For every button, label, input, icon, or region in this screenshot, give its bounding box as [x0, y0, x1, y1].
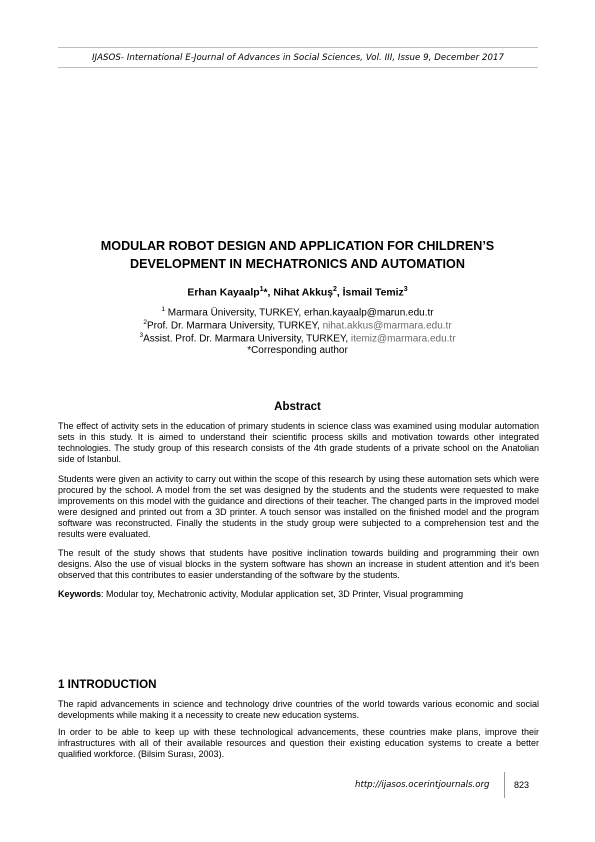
title-line: DEVELOPMENT IN MECHATRONICS AND AUTOMATION	[130, 257, 465, 271]
title-line: MODULAR ROBOT DESIGN AND APPLICATION FOR CHILDREN’S	[100, 239, 495, 253]
affil-mark: 1	[161, 306, 166, 313]
affil-text: Assist. Prof. Dr. Marmara University, TURKEY,	[143, 333, 351, 345]
page-number: 823	[514, 780, 530, 790]
author-affil-mark: 2	[332, 286, 337, 293]
keywords-label: Keywords	[58, 589, 102, 599]
journal-header: IJASOS- International E-Journal of Advances in Social Sciences, Vol. III, Issue 9, December 2017	[91, 53, 505, 63]
keywords-text: : Modular toy, Mechatronic activity, Modular application set, 3D Printer, Visual programming	[101, 589, 464, 599]
author-name: Erhan Kayaalp	[187, 287, 260, 299]
paper-title	[40, 237, 555, 273]
section-heading: 1 INTRODUCTION	[58, 678, 157, 691]
header-rule	[58, 47, 538, 48]
affil-email[interactable]: nihat.akkus@marmara.edu.tr	[322, 320, 452, 332]
keywords	[58, 589, 539, 600]
affil-text: Marmara Üniversity, TURKEY,	[165, 307, 304, 319]
affil-mark: 2	[143, 319, 147, 326]
abstract-paragraph: The effect of activity sets in the education of primary students in science class was examined using modular automation sets in this study. It is aimed to understand their scientific process skills and motivation towards other integrated technologies. The study group of this research consists of the 4th grade students of a private school on the Anatolian side of Istanbul.	[58, 421, 539, 464]
affil-mark: 3	[139, 332, 144, 339]
affil-text: Prof. Dr. Marmara University, TURKEY,	[146, 320, 323, 332]
corresponding-author-note: *Corresponding author	[247, 345, 348, 356]
abstract-paragraph: The result of the study shows that students have positive inclination towards building and programming their own designs. Also the use of visual blocks in the system software has shown an increase in student attention and it’s been observed that this contributes to easier understanding of the software by the students.	[58, 548, 539, 580]
author-list	[40, 286, 555, 298]
affil-email[interactable]: itemiz@marmara.edu.tr	[350, 333, 456, 345]
abstract-heading: Abstract	[274, 401, 321, 413]
abstract-paragraph: Students were given an activity to carry out within the scope of this research by using these automation sets which were procured by the school. A model from the set was designed by the students and the students were requested to make improvements on this model with the guidance and directions of their teacher. The changed parts in the improved model were designed and printed out from a 3D printer. A touch sensor was installed on the finished model and the program software was reconstructed. Finally the students in the study group were subjected to a comprehension test and the results were evaluated.	[58, 474, 539, 539]
affiliation	[40, 319, 555, 331]
affil-email[interactable]: erhan.kayaalp@marun.edu.tr	[303, 307, 434, 319]
author-name: Nihat Akkuş	[273, 287, 333, 299]
affiliation	[40, 306, 555, 318]
intro-paragraph: In order to be able to keep up with these technological advancements, these countries make plans, improve their infrastructures with all of their available resources and question their existing education systems to create a better qualified workforce. (Bilsim Surası, 2003).	[58, 727, 539, 759]
author-affil-mark: 1	[259, 286, 264, 293]
affiliation	[40, 332, 555, 344]
intro-paragraph: The rapid advancements in science and technology drive countries of the world towards various economic and social developments while making it a necessity to create new education systems.	[58, 699, 539, 720]
footer-url[interactable]: http://ijasos.ocerintjournals.org	[355, 780, 490, 790]
author-affil-mark: 3	[403, 286, 408, 293]
author-name: İsmail Temiz	[342, 287, 404, 299]
author-separator: *,	[263, 287, 274, 299]
author-separator: ,	[336, 287, 343, 299]
header-rule	[58, 67, 538, 68]
footer-divider	[504, 772, 505, 798]
